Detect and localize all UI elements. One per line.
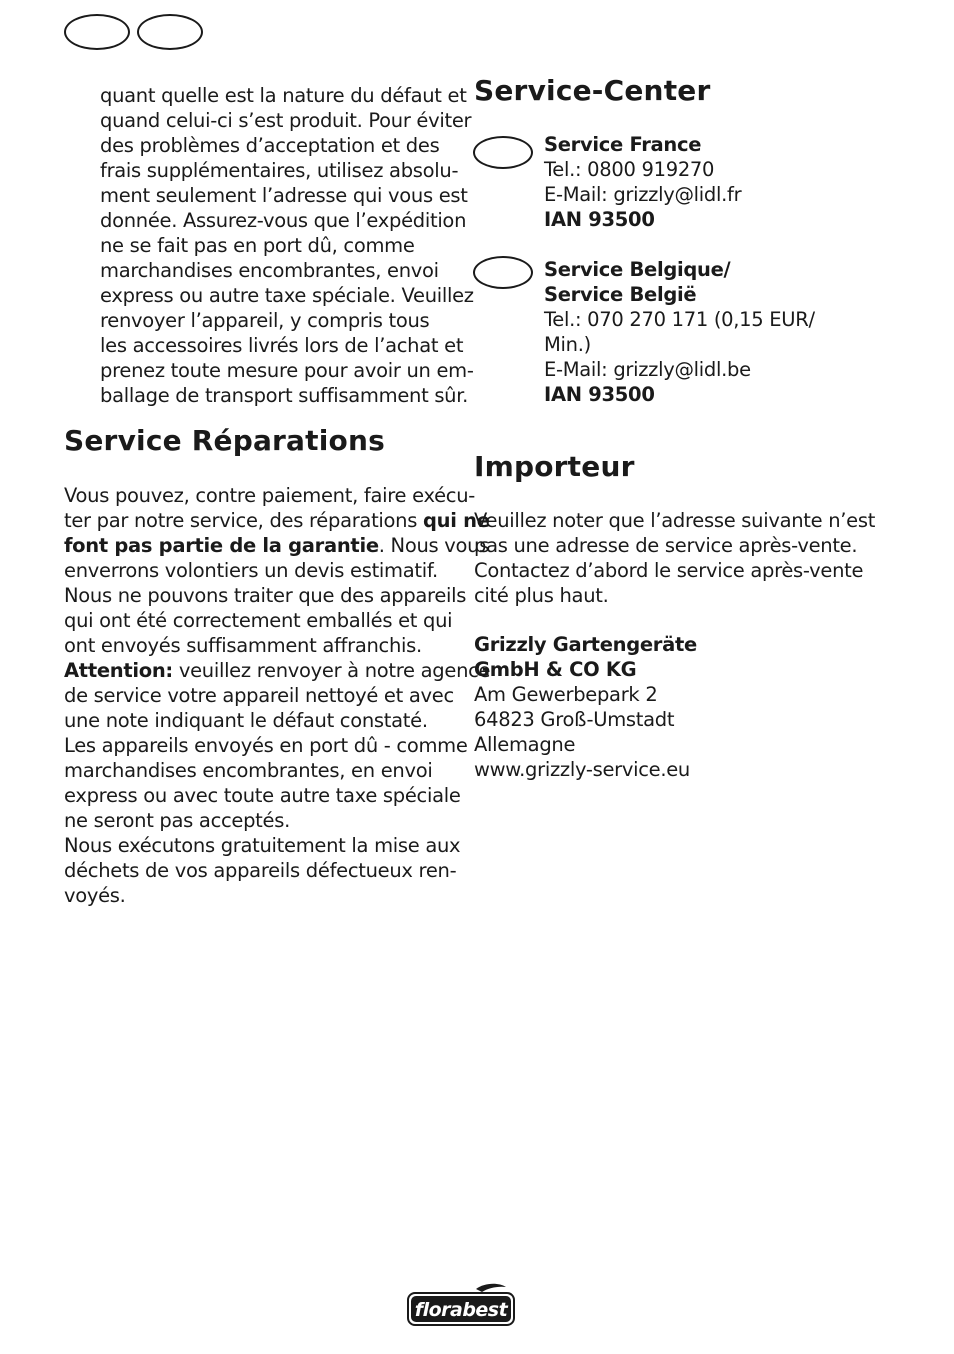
- intro-paragraph: [100, 83, 474, 408]
- text-line: voyés.: [64, 884, 126, 907]
- text-line: donnée. Assurez-vous que l’expédition: [100, 209, 467, 232]
- importeur-note: [474, 508, 874, 608]
- florabest-logo: [406, 1283, 516, 1327]
- text-line: des problèmes d’acceptation et des: [100, 134, 440, 157]
- text-line: enverrons volontiers un devis estimatif.: [64, 559, 438, 582]
- text-line: [64, 658, 491, 683]
- attention-label: Attention:: [64, 659, 173, 682]
- text-line: ne seront pas acceptés.: [64, 809, 290, 832]
- company-legal-form: GmbH & CO KG: [474, 658, 637, 681]
- text-line: Contactez d’abord le service après-vente: [474, 559, 864, 582]
- text-line: Les appareils envoyés en port dû - comme: [64, 734, 468, 757]
- address-street: Am Gewerbepark 2: [474, 683, 658, 706]
- text-line: [64, 508, 490, 533]
- emphasis-text: qui ne: [423, 509, 490, 532]
- country-flag-belgium-icon: [473, 256, 533, 289]
- text-span: veuillez renvoyer à notre agence: [172, 659, 491, 682]
- text-line: de service votre appareil nettoyé et avec: [64, 684, 454, 707]
- text-line: Nous exécutons gratuitement la mise aux: [64, 834, 461, 857]
- service-belgique-ian: IAN 93500: [544, 383, 655, 406]
- service-reparations-heading: Service Réparations: [64, 424, 385, 457]
- service-belgique-title: Service Belgique/: [544, 258, 731, 281]
- text-line: prenez toute mesure pour avoir un em-: [100, 359, 474, 382]
- text-span: ter par notre service, des réparations: [64, 509, 423, 532]
- text-line: Vous pouvez, contre paiement, faire exécu-: [64, 484, 476, 507]
- service-belgique-email: E-Mail: grizzly@lidl.be: [544, 358, 751, 381]
- text-line: express ou autre taxe spéciale. Veuillez: [100, 284, 474, 307]
- company-name: Grizzly Gartengeräte: [474, 633, 697, 656]
- text-line: une note indiquant le défaut constaté.: [64, 709, 428, 732]
- website-link[interactable]: www.grizzly-service.eu: [474, 758, 690, 781]
- text-line: Veuillez noter que l’adresse suivante n’est: [474, 509, 876, 532]
- service-belgie-title: Service België: [544, 283, 697, 306]
- text-line: déchets de vos appareils défectueux ren-: [64, 859, 457, 882]
- text-line: Nous ne pouvons traiter que des appareils: [64, 584, 467, 607]
- language-marker-left: [64, 14, 130, 50]
- service-belgique-phone-cont: Min.): [544, 333, 591, 356]
- service-reparations-text: [64, 483, 491, 908]
- text-line: les accessoires livrés lors de l’achat et: [100, 334, 464, 357]
- address-city: 64823 Groß-Umstadt: [474, 708, 675, 731]
- text-line: ment seulement l’adresse qui vous est: [100, 184, 468, 207]
- logo-wordmark: florabest: [414, 1299, 508, 1321]
- text-line: quant quelle est la nature du défaut et: [100, 84, 467, 107]
- text-line: marchandises encombrantes, envoi: [100, 259, 439, 282]
- service-france-phone: Tel.: 0800 919270: [544, 158, 715, 181]
- service-center-heading: Service-Center: [474, 74, 711, 107]
- text-line: ne se fait pas en port dû, comme: [100, 234, 415, 257]
- emphasis-text: font pas partie de la garantie: [64, 534, 379, 557]
- service-belgique-phone: Tel.: 070 270 171 (0,15 EUR/: [544, 308, 815, 331]
- importeur-heading: Importeur: [474, 450, 635, 483]
- text-line: pas une adresse de service après-vente.: [474, 534, 858, 557]
- text-line: ont envoyés suffisamment affranchis.: [64, 634, 422, 657]
- language-marker-right: [137, 14, 203, 50]
- service-france-email: E-Mail: grizzly@lidl.fr: [544, 183, 742, 206]
- service-france-block: [544, 132, 864, 232]
- text-line: quand celui-ci s’est produit. Pour éviter: [100, 109, 472, 132]
- text-line: cité plus haut.: [474, 584, 609, 607]
- text-line: qui ont été correctement emballés et qui: [64, 609, 453, 632]
- text-line: [64, 533, 490, 558]
- text-line: ballage de transport suffisamment sûr.: [100, 384, 469, 407]
- text-line: express ou avec toute autre taxe spéciale: [64, 784, 461, 807]
- service-france-ian: IAN 93500: [544, 208, 655, 231]
- importeur-address: [474, 632, 874, 782]
- text-line: renvoyer l’appareil, y compris tous: [100, 309, 430, 332]
- address-country: Allemagne: [474, 733, 576, 756]
- service-belgique-block: [544, 257, 864, 407]
- text-line: frais supplémentaires, utilisez absolu-: [100, 159, 459, 182]
- text-span: . Nous vous: [378, 534, 490, 557]
- country-flag-france-icon: [473, 136, 533, 169]
- text-line: marchandises encombrantes, en envoi: [64, 759, 433, 782]
- service-france-title: Service France: [544, 133, 702, 156]
